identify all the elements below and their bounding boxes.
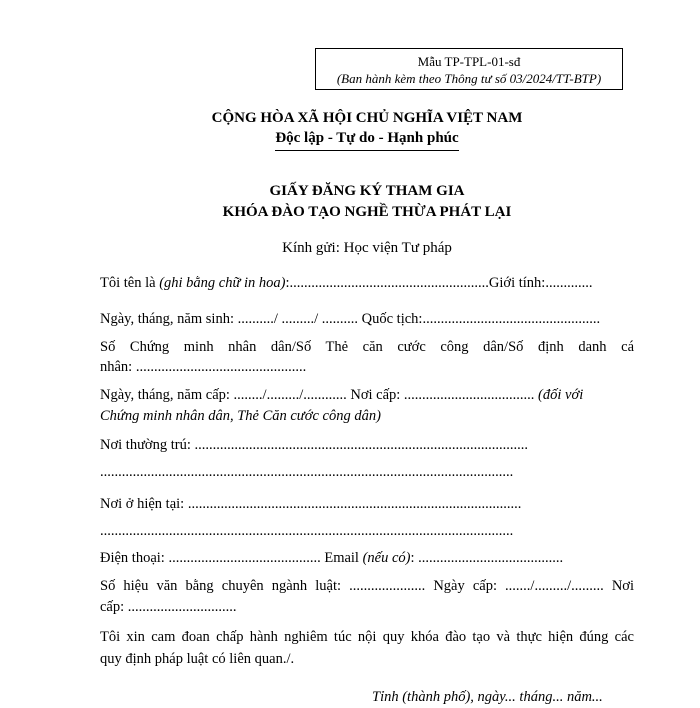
document-title-line2: KHÓA ĐÀO TẠO NGHỀ THỪA PHÁT LẠI [222, 204, 512, 220]
id-number-field: nhân: ............................................... [100, 359, 307, 375]
issue-note: (đối với [538, 387, 584, 403]
name-hint: (ghi bằng chữ in hoa) [159, 275, 286, 291]
permanent-address-cont: .................................................................................................................. [100, 464, 514, 480]
issue-date-field [100, 384, 634, 406]
current-address-field: Nơi ở hiện tại: ............................................................................................ [100, 496, 522, 512]
form-code-box [315, 48, 623, 90]
email-dots: : ........................................ [410, 550, 564, 566]
place-date: Tỉnh (thành phố), ngày... tháng... năm... [372, 689, 603, 705]
form-code: Mẫu TP-TPL-01-sđ [417, 54, 521, 69]
name-label: Tôi tên là [100, 275, 160, 291]
phone-email-field [100, 547, 634, 569]
dob-nationality-field: Ngày, tháng, năm sinh: ........../ ........./ .......... Quốc tịch:................................................. [100, 311, 601, 327]
permanent-address-field: Nơi thường trú: ............................................................................................ [100, 437, 528, 453]
commitment-line2: quy định pháp luật có liên quan./. [100, 651, 295, 667]
nation-title: CỘNG HÒA XÃ HỘI CHỦ NGHĨA VIỆT NAM [211, 110, 523, 126]
law-degree-field: Số hiệu văn bằng chuyên ngành luật: ..................... Ngày cấp: ......./........./......... Nơi [100, 578, 634, 594]
email-hint: (nếu có) [362, 550, 411, 566]
document-title-line1: GIẤY ĐĂNG KÝ THAM GIA [269, 183, 465, 199]
id-number-label: Số Chứng minh nhân dân/Số Thẻ căn cước công dân/Số định danh cá [100, 339, 634, 355]
current-address-cont: .................................................................................................................. [100, 523, 514, 539]
name-field [100, 272, 634, 294]
law-degree-place: cấp: .............................. [100, 599, 237, 615]
phone-text: Điện thoại: .......................................... Email [100, 550, 363, 566]
name-dots: :....................................................... [285, 275, 489, 291]
commitment-line1: Tôi xin cam đoan chấp hành nghiêm túc nội quy khóa đào tạo và thực hiện đúng các [100, 629, 634, 645]
motto [100, 128, 634, 151]
form-legal-basis: (Ban hành kèm theo Thông tư số 03/2024/TT-BTP) [336, 71, 602, 86]
gender-field: Giới tính:............. [488, 275, 593, 291]
recipient-line: Kính gửi: Học viện Tư pháp [282, 240, 452, 256]
issue-note-cont: Chứng minh nhân dân, Thẻ Căn cước công dân) [100, 408, 381, 424]
motto-text: Độc lập - Tự do - Hạnh phúc [275, 128, 458, 151]
issue-date-text: Ngày, tháng, năm cấp: ......../........./............ Nơi cấp: .................................... [100, 387, 535, 403]
